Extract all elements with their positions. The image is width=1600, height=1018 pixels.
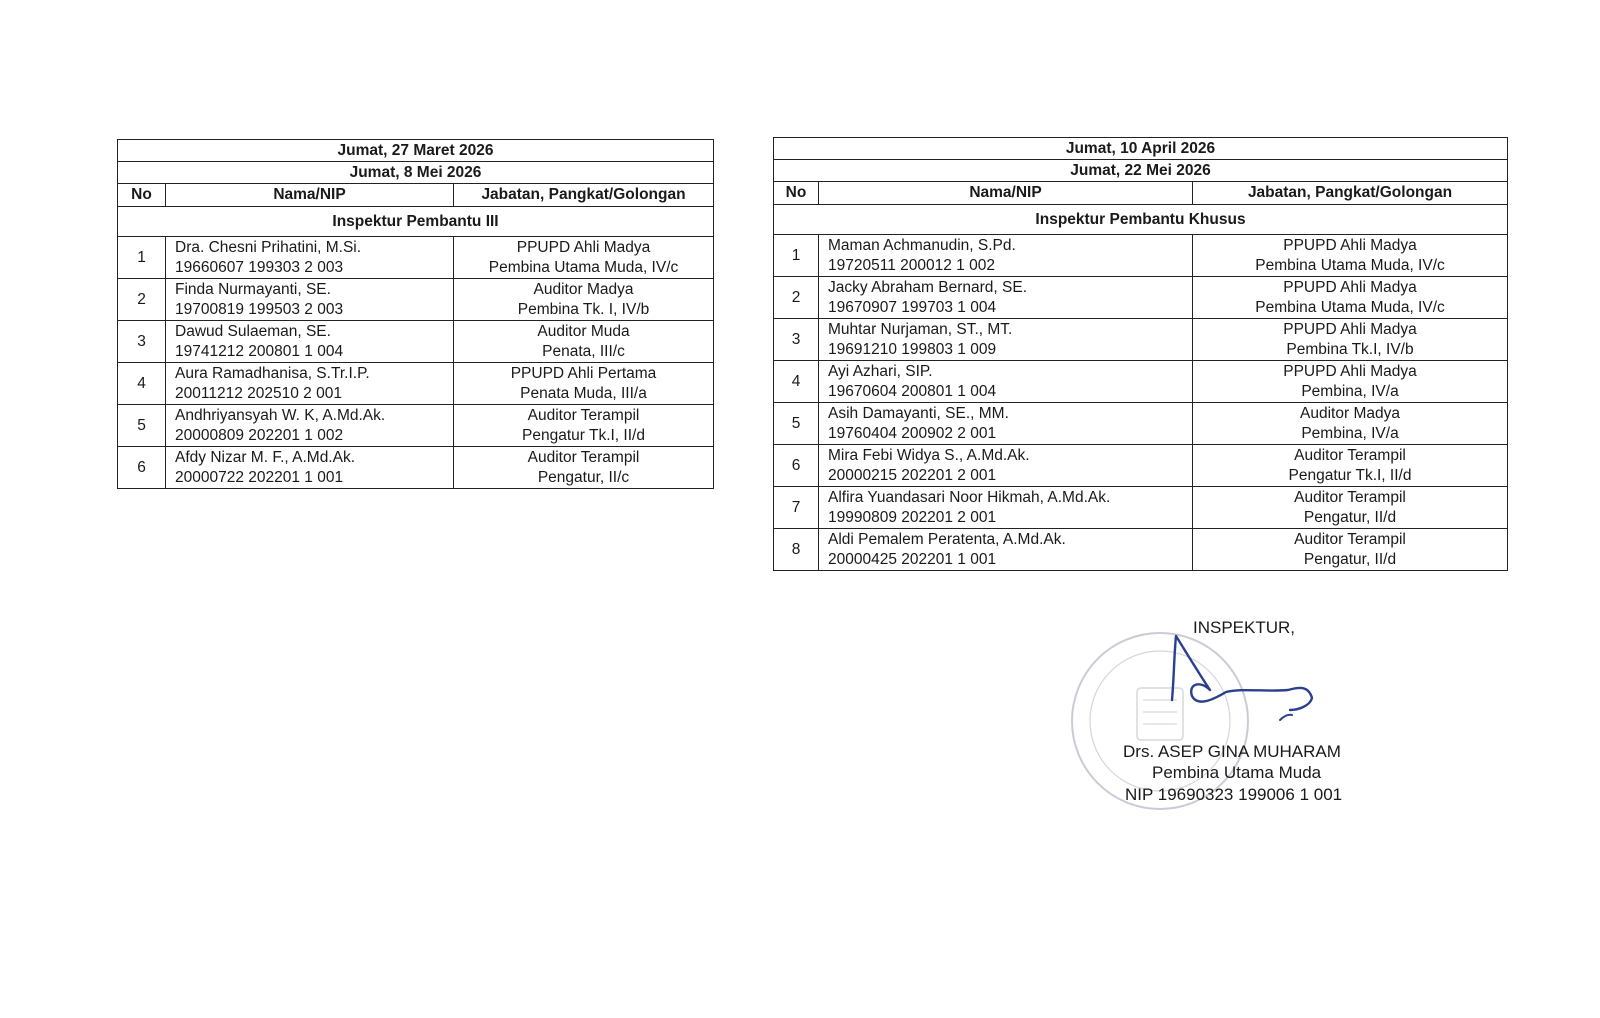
employee-pangkat: Pengatur Tk.I, II/d: [522, 426, 645, 444]
column-header-name: Nama/NIP: [166, 184, 454, 207]
table-row: [774, 319, 1508, 361]
employee-name: Maman Achmanudin, S.Pd.: [828, 236, 1016, 254]
name-nip-cell: [166, 237, 454, 279]
table-row: [774, 277, 1508, 319]
employee-pangkat: Pembina Utama Muda, IV/c: [488, 258, 679, 276]
column-header-name: Nama/NIP: [819, 182, 1193, 205]
row-number: 1: [118, 237, 166, 279]
row-number: 7: [774, 487, 819, 529]
name-nip-cell: [166, 279, 454, 321]
row-number: 5: [118, 405, 166, 447]
position-cell: [1193, 277, 1508, 319]
name-nip-cell: [166, 405, 454, 447]
table-row: [774, 487, 1508, 529]
table-row: [118, 447, 714, 489]
employee-jabatan: PPUPD Ahli Madya: [1283, 362, 1417, 380]
signatory-nip: NIP 19690323 199006 1 001: [1125, 785, 1343, 804]
employee-name: Aldi Pemalem Peratenta, A.Md.Ak.: [828, 530, 1066, 548]
employee-nip: 20000722 202201 1 001: [175, 468, 344, 486]
row-number: 1: [774, 235, 819, 277]
employee-jabatan: Auditor Terampil: [527, 406, 640, 424]
position-cell: [454, 405, 714, 447]
employee-pangkat: Pembina Tk.I, IV/b: [1286, 340, 1414, 358]
signature-block: [1060, 618, 1400, 828]
employee-name: Dawud Sulaeman, SE.: [175, 322, 331, 340]
employee-nip: 20011212 202510 2 001: [175, 384, 342, 402]
employee-nip: 19691210 199803 1 009: [828, 340, 997, 358]
employee-jabatan: Auditor Madya: [1300, 404, 1400, 422]
employee-pangkat: Pembina, IV/a: [1301, 424, 1399, 442]
name-nip-cell: [166, 447, 454, 489]
employee-jabatan: Auditor Terampil: [1294, 446, 1406, 464]
date-heading: Jumat, 8 Mei 2026: [118, 162, 714, 184]
employee-name: Jacky Abraham Bernard, SE.: [828, 278, 1028, 296]
employee-name: Dra. Chesni Prihatini, M.Si.: [175, 238, 362, 256]
position-cell: [454, 279, 714, 321]
employee-jabatan: PPUPD Ahli Madya: [1283, 278, 1417, 296]
position-cell: [454, 321, 714, 363]
employee-nip: 20000425 202201 1 001: [828, 550, 997, 568]
table-row: [118, 363, 714, 405]
employee-name: Asih Damayanti, SE., MM.: [828, 404, 1009, 422]
signature-title: INSPEKTUR,: [1193, 618, 1296, 637]
row-number: 2: [118, 279, 166, 321]
date-heading: Jumat, 27 Maret 2026: [118, 140, 714, 162]
table-row: [774, 403, 1508, 445]
employee-pangkat: Pengatur, II/d: [1303, 550, 1397, 568]
name-nip-cell: [819, 235, 1193, 277]
employee-pangkat: Penata, III/c: [542, 342, 625, 360]
employee-nip: 19990809 202201 2 001: [828, 508, 997, 526]
employee-name: Ayi Azhari, SIP.: [828, 362, 933, 380]
employee-jabatan: PPUPD Ahli Pertama: [510, 364, 657, 382]
employee-nip: 19670604 200801 1 004: [828, 382, 997, 400]
row-number: 8: [774, 529, 819, 571]
employee-jabatan: Auditor Madya: [533, 280, 634, 298]
employee-jabatan: Auditor Terampil: [527, 448, 640, 466]
employee-nip: 19720511 200012 1 002: [828, 256, 995, 274]
employee-nip: 19760404 200902 2 001: [828, 424, 997, 442]
signatory-name: Drs. ASEP GINA MUHARAM: [1123, 742, 1341, 761]
employee-name: Muhtar Nurjaman, ST., MT.: [828, 320, 1013, 338]
name-nip-cell: [819, 319, 1193, 361]
row-number: 5: [774, 403, 819, 445]
position-cell: [1193, 403, 1508, 445]
row-number: 3: [118, 321, 166, 363]
employee-nip: 19670907 199703 1 004: [828, 298, 997, 316]
employee-name: Aura Ramadhanisa, S.Tr.I.P.: [175, 364, 370, 382]
column-header-position: Jabatan, Pangkat/Golongan: [1193, 182, 1508, 205]
table-row: [118, 279, 714, 321]
row-number: 6: [774, 445, 819, 487]
row-number: 4: [774, 361, 819, 403]
group-heading: Inspektur Pembantu III: [118, 207, 714, 237]
position-cell: [454, 447, 714, 489]
employee-pangkat: Pengatur Tk.I, II/d: [1288, 466, 1412, 484]
table-row: [774, 529, 1508, 571]
date-heading: Jumat, 10 April 2026: [774, 138, 1508, 160]
position-cell: [1193, 235, 1508, 277]
employee-jabatan: Auditor Terampil: [1294, 530, 1406, 548]
employee-pangkat: Pengatur, II/c: [537, 468, 630, 486]
employee-nip: 19660607 199303 2 003: [175, 258, 344, 276]
date-heading: Jumat, 22 Mei 2026: [774, 160, 1508, 182]
name-nip-cell: [166, 363, 454, 405]
employee-jabatan: PPUPD Ahli Madya: [1283, 320, 1417, 338]
employee-name: Finda Nurmayanti, SE.: [175, 280, 331, 298]
name-nip-cell: [819, 487, 1193, 529]
table-row: [774, 445, 1508, 487]
row-number: 4: [118, 363, 166, 405]
row-number: 3: [774, 319, 819, 361]
position-cell: [1193, 361, 1508, 403]
position-cell: [1193, 319, 1508, 361]
column-header-no: No: [774, 182, 819, 205]
employee-pangkat: Pembina, IV/a: [1301, 382, 1399, 400]
employee-name: Afdy Nizar M. F., A.Md.Ak.: [175, 448, 356, 466]
name-nip-cell: [819, 445, 1193, 487]
table-row: [774, 361, 1508, 403]
employee-name: Alfira Yuandasari Noor Hikmah, A.Md.Ak.: [828, 488, 1111, 506]
table-row: [118, 237, 714, 279]
position-cell: [1193, 445, 1508, 487]
employee-nip: 19700819 199503 2 003: [175, 300, 344, 318]
employee-nip: 19741212 200801 1 004: [175, 342, 344, 360]
table-row: [774, 235, 1508, 277]
row-number: 6: [118, 447, 166, 489]
schedule-table-right: [773, 137, 1508, 571]
position-cell: [1193, 529, 1508, 571]
column-header-position: Jabatan, Pangkat/Golongan: [454, 184, 714, 207]
name-nip-cell: [819, 361, 1193, 403]
position-cell: [454, 237, 714, 279]
employee-pangkat: Pembina Tk. I, IV/b: [517, 300, 650, 318]
employee-nip: 20000215 202201 2 001: [828, 466, 997, 484]
position-cell: [454, 363, 714, 405]
schedule-table-left: [117, 139, 714, 489]
employee-name: Mira Febi Widya S., A.Md.Ak.: [828, 446, 1030, 464]
employee-pangkat: Pembina Utama Muda, IV/c: [1255, 298, 1445, 316]
column-header-no: No: [118, 184, 166, 207]
employee-pangkat: Pembina Utama Muda, IV/c: [1255, 256, 1445, 274]
employee-jabatan: PPUPD Ahli Madya: [1283, 236, 1417, 254]
row-number: 2: [774, 277, 819, 319]
employee-jabatan: PPUPD Ahli Madya: [516, 238, 651, 256]
employee-jabatan: Auditor Terampil: [1294, 488, 1406, 506]
employee-pangkat: Pengatur, II/d: [1303, 508, 1397, 526]
name-nip-cell: [819, 529, 1193, 571]
employee-name: Andhriyansyah W. K, A.Md.Ak.: [175, 406, 386, 424]
employee-jabatan: Auditor Muda: [537, 322, 630, 340]
position-cell: [1193, 487, 1508, 529]
signatory-rank: Pembina Utama Muda: [1152, 763, 1322, 782]
group-heading: Inspektur Pembantu Khusus: [774, 205, 1508, 235]
employee-pangkat: Penata Muda, III/a: [520, 384, 647, 402]
employee-nip: 20000809 202201 1 002: [175, 426, 344, 444]
name-nip-cell: [819, 277, 1193, 319]
table-row: [118, 405, 714, 447]
name-nip-cell: [819, 403, 1193, 445]
name-nip-cell: [166, 321, 454, 363]
table-row: [118, 321, 714, 363]
